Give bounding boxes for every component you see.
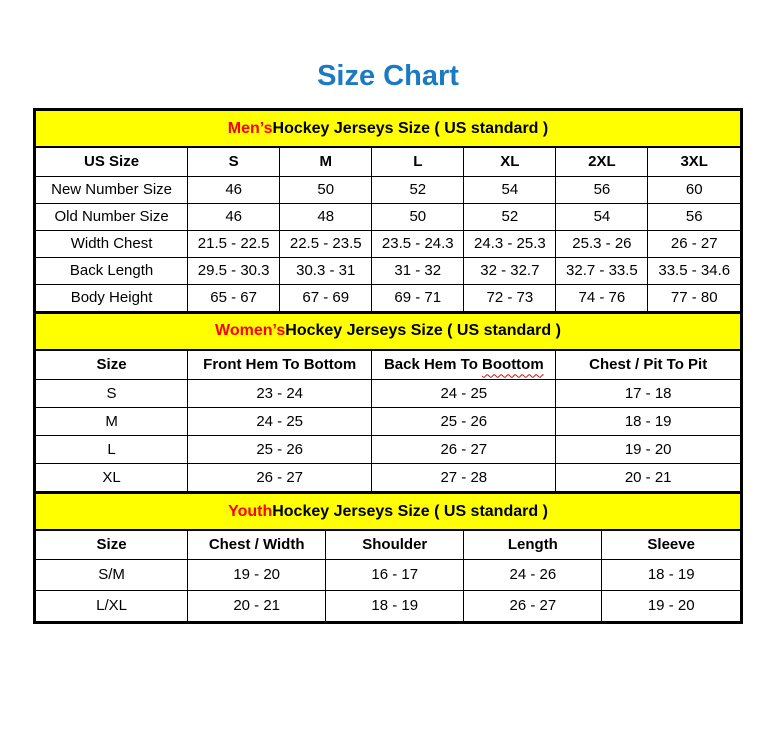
header-row (36, 148, 740, 176)
section-mens (36, 111, 740, 312)
row-label: Old Number Size (36, 203, 188, 230)
section-heading-text: Hockey Jerseys Size ( US standard ) (272, 119, 549, 137)
column-header: Chest / Pit To Pit (556, 351, 740, 380)
section-heading-text: Hockey Jerseys Size ( US standard ) (272, 502, 548, 520)
page-title: Size Chart (317, 60, 459, 92)
column-header: S (188, 148, 280, 176)
size-value-cell: 26 - 27 (372, 436, 556, 464)
size-value-cell: 18 - 19 (602, 559, 740, 590)
size-value-cell: 20 - 21 (556, 464, 740, 492)
size-value-cell: 60 (648, 176, 740, 203)
column-header: 3XL (648, 148, 740, 176)
column-header: US Size (36, 148, 188, 176)
size-value-cell: 56 (648, 203, 740, 230)
size-value-cell: 72 - 73 (464, 284, 556, 311)
header-row (36, 351, 740, 380)
row-label: M (36, 408, 188, 436)
size-value-cell: 16 - 17 (326, 559, 464, 590)
row-label: S (36, 380, 188, 408)
size-value-cell: 46 (188, 203, 280, 230)
section-heading-womens (36, 312, 740, 351)
size-value-cell: 50 (280, 176, 372, 203)
size-value-cell: 65 - 67 (188, 284, 280, 311)
column-header: 2XL (556, 148, 648, 176)
section-heading-youth (36, 492, 740, 531)
size-value-cell: 32.7 - 33.5 (556, 257, 648, 284)
table-row (36, 436, 740, 464)
size-value-cell: 20 - 21 (188, 590, 326, 621)
size-value-cell: 67 - 69 (280, 284, 372, 311)
section-heading-highlight: Men’s (227, 119, 273, 137)
row-label: S/M (36, 559, 188, 590)
size-value-cell: 18 - 19 (556, 408, 740, 436)
size-value-cell: 31 - 32 (372, 257, 464, 284)
size-value-cell: 50 (372, 203, 464, 230)
column-header: Back Hem To Boottom (372, 351, 556, 380)
section-heading-mens (36, 111, 740, 148)
table-row (36, 590, 740, 621)
size-value-cell: 24 - 26 (464, 559, 602, 590)
size-value-cell: 17 - 18 (556, 380, 740, 408)
table-row (36, 464, 740, 492)
size-value-cell: 24 - 25 (372, 380, 556, 408)
size-value-cell: 23.5 - 24.3 (372, 230, 464, 257)
row-label: Body Height (36, 284, 188, 311)
column-header: Shoulder (326, 531, 464, 559)
section-heading-highlight: Youth (228, 502, 273, 520)
row-label: L (36, 436, 188, 464)
size-value-cell: 25 - 26 (372, 408, 556, 436)
row-label: L/XL (36, 590, 188, 621)
size-value-cell: 77 - 80 (648, 284, 740, 311)
section-heading-text: Hockey Jerseys Size ( US standard ) (285, 322, 561, 339)
size-value-cell: 19 - 20 (556, 436, 740, 464)
column-header: Size (36, 531, 188, 559)
table-row (36, 408, 740, 436)
size-value-cell: 21.5 - 22.5 (188, 230, 280, 257)
size-value-cell: 19 - 20 (188, 559, 326, 590)
column-header: Length (464, 531, 602, 559)
size-value-cell: 18 - 19 (326, 590, 464, 621)
size-value-cell: 32 - 32.7 (464, 257, 556, 284)
column-header: Size (36, 351, 188, 380)
size-value-cell: 54 (556, 203, 648, 230)
size-value-cell: 52 (372, 176, 464, 203)
size-value-cell: 33.5 - 34.6 (648, 257, 740, 284)
size-value-cell: 27 - 28 (372, 464, 556, 492)
row-label: Back Length (36, 257, 188, 284)
header-row (36, 531, 740, 559)
size-table-womens (36, 351, 740, 493)
row-label: New Number Size (36, 176, 188, 203)
size-value-cell: 19 - 20 (602, 590, 740, 621)
size-value-cell: 23 - 24 (188, 380, 372, 408)
size-value-cell: 30.3 - 31 (280, 257, 372, 284)
table-row (36, 176, 740, 203)
table-row (36, 380, 740, 408)
size-value-cell: 54 (464, 176, 556, 203)
size-value-cell: 69 - 71 (372, 284, 464, 311)
size-value-cell: 48 (280, 203, 372, 230)
size-value-cell: 24 - 25 (188, 408, 372, 436)
column-header: Front Hem To Bottom (188, 351, 372, 380)
table-row (36, 230, 740, 257)
column-header: M (280, 148, 372, 176)
size-chart (33, 108, 743, 624)
table-row (36, 284, 740, 311)
section-womens (36, 312, 740, 493)
column-header: Sleeve (602, 531, 740, 559)
size-value-cell: 74 - 76 (556, 284, 648, 311)
section-youth (36, 492, 740, 621)
size-table-youth (36, 531, 740, 621)
size-value-cell: 24.3 - 25.3 (464, 230, 556, 257)
section-heading-highlight: Women’s (215, 322, 286, 339)
column-header: Chest / Width (188, 531, 326, 559)
table-row (36, 559, 740, 590)
size-value-cell: 22.5 - 23.5 (280, 230, 372, 257)
row-label: XL (36, 464, 188, 492)
size-value-cell: 56 (556, 176, 648, 203)
column-header: L (372, 148, 464, 176)
size-value-cell: 26 - 27 (648, 230, 740, 257)
row-label: Width Chest (36, 230, 188, 257)
column-header: XL (464, 148, 556, 176)
table-row (36, 203, 740, 230)
size-table-mens (36, 148, 740, 312)
size-value-cell: 25.3 - 26 (556, 230, 648, 257)
size-value-cell: 26 - 27 (464, 590, 602, 621)
table-row (36, 257, 740, 284)
size-value-cell: 46 (188, 176, 280, 203)
size-value-cell: 29.5 - 30.3 (188, 257, 280, 284)
size-value-cell: 52 (464, 203, 556, 230)
misspelled-word: Boottom (482, 356, 544, 374)
size-value-cell: 26 - 27 (188, 464, 372, 492)
size-value-cell: 25 - 26 (188, 436, 372, 464)
